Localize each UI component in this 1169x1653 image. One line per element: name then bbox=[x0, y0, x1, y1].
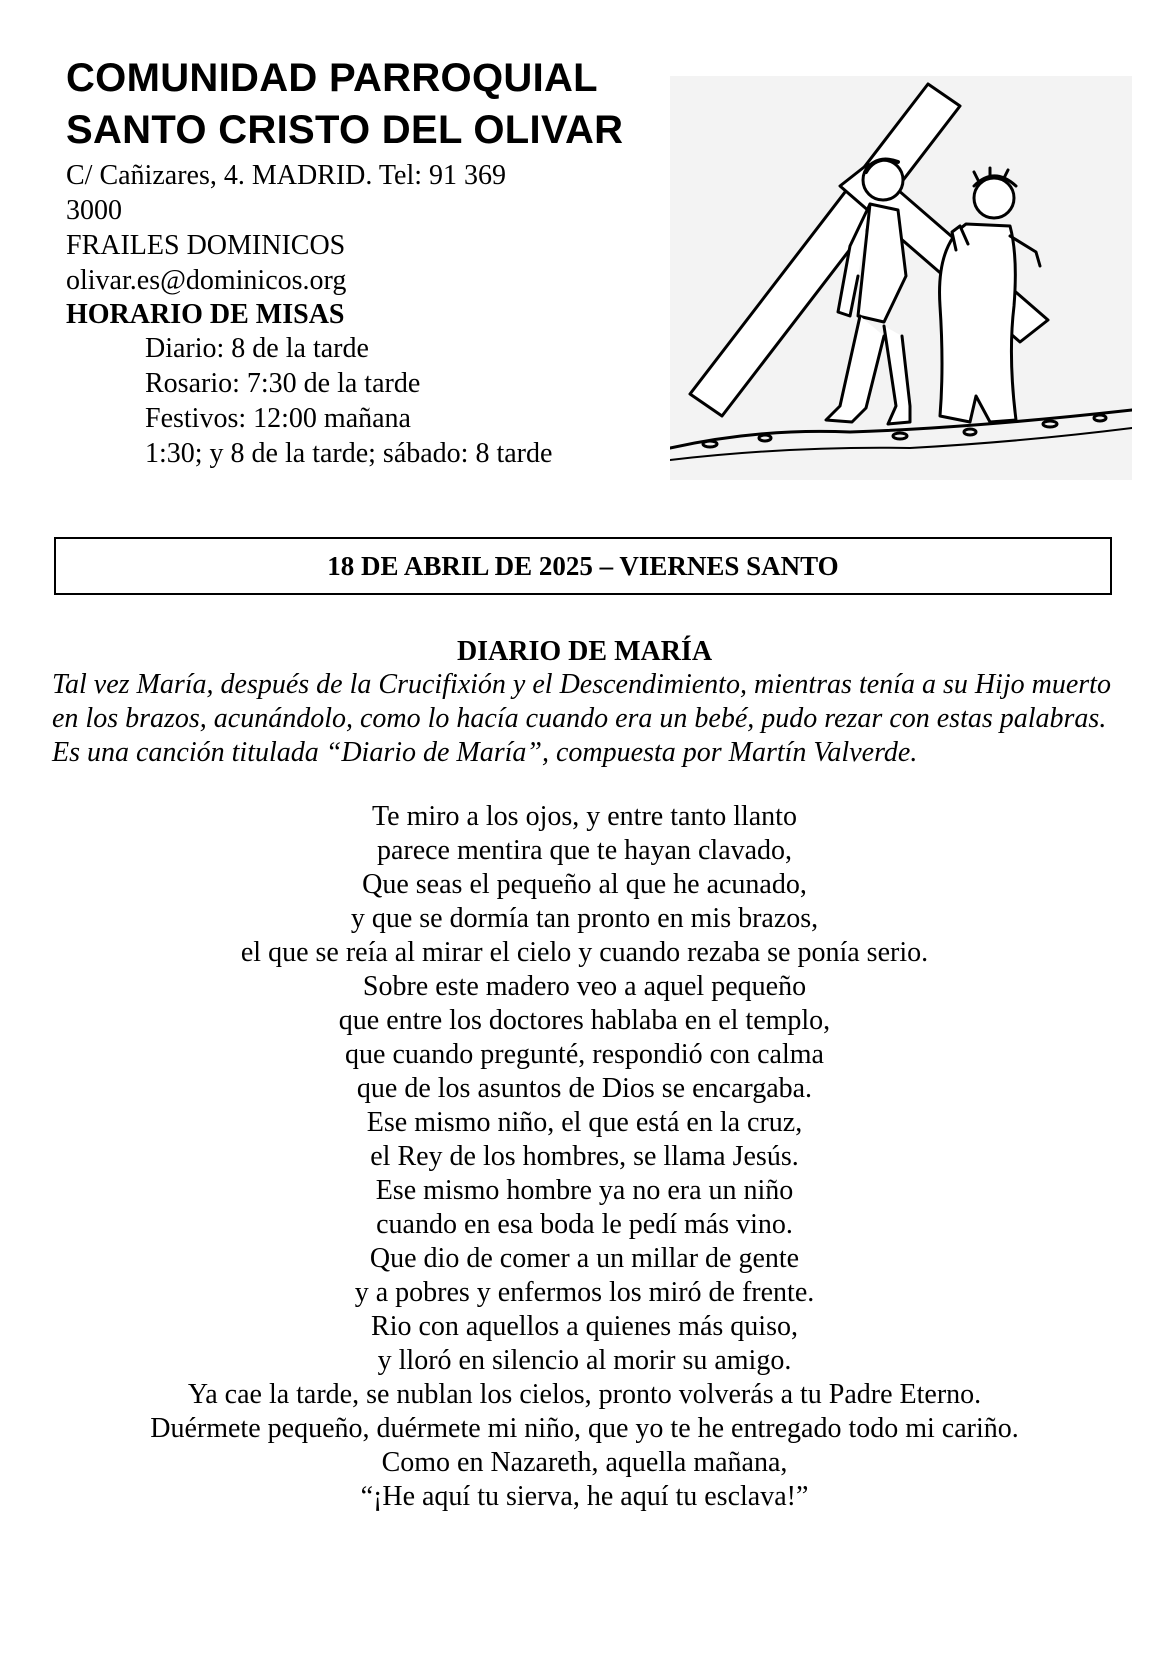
poem-line: Ya cae la tarde, se nublan los cielos, pronto volverás a tu Padre Eterno. bbox=[187, 1379, 982, 1410]
poem-line: y que se dormía tan pronto en mis brazos, bbox=[350, 903, 819, 934]
poem-title: DIARIO DE MARÍA bbox=[456, 636, 713, 667]
mass-schedule-title: HORARIO DE MISAS bbox=[66, 299, 345, 330]
poem-body bbox=[0, 800, 1169, 1514]
poem-line: Que dio de comer a un millar de gente bbox=[369, 1243, 800, 1274]
poem-line: que cuando pregunté, respondió con calma bbox=[345, 1039, 824, 1070]
schedule-line: Rosario: 7:30 de la tarde bbox=[145, 368, 421, 399]
jesus-carrying-cross-illustration bbox=[670, 76, 1132, 480]
address-line-2: 3000 bbox=[66, 195, 122, 226]
poem-line: el Rey de los hombres, se llama Jesús. bbox=[370, 1141, 799, 1172]
date-banner bbox=[54, 537, 1112, 595]
poem-line: que entre los doctores hablaba en el templo, bbox=[338, 1005, 831, 1036]
poem-line: y lloró en silencio al morir su amigo. bbox=[377, 1345, 792, 1376]
contact-info bbox=[66, 158, 646, 298]
poem-line: Ese mismo hombre ya no era un niño bbox=[375, 1175, 794, 1206]
poem-line: Que seas el pequeño al que he acunado, bbox=[362, 869, 807, 900]
poem-intro: Tal vez María, después de la Crucifixión y el Descendimiento, mientras tenía a su Hijo muerto en los brazos, acunándolo, como lo hacía cuando era un bebé, pudo rezar con estas palabras. Es una canción titulada “Diario de María”, compuesta por Martín Valverde. bbox=[52, 669, 1111, 768]
poem-line: Sobre este madero veo a aquel pequeño bbox=[362, 971, 807, 1002]
poem-line: Te miro a los ojos, y entre tanto llanto bbox=[372, 801, 797, 832]
poem-line: que de los asuntos de Dios se encargaba. bbox=[356, 1073, 813, 1104]
mass-schedule-list bbox=[66, 331, 646, 471]
poem-line: y a pobres y enfermos los miró de frente. bbox=[354, 1277, 815, 1308]
poem-line: Como en Nazareth, aquella mañana, bbox=[381, 1447, 788, 1478]
cross-drawing-icon bbox=[670, 76, 1132, 480]
parish-title-line-2: SANTO CRISTO DEL OLIVAR bbox=[66, 108, 624, 152]
poem-line: el que se reía al mirar el cielo y cuando rezaba se ponía serio. bbox=[240, 937, 929, 968]
poem-line: Ese mismo niño, el que está en la cruz, bbox=[366, 1107, 803, 1138]
parish-header bbox=[66, 52, 646, 471]
date-banner-text: 18 DE ABRIL DE 2025 – VIERNES SANTO bbox=[327, 550, 839, 581]
schedule-line: Festivos: 12:00 mañana bbox=[145, 403, 411, 434]
poem-line: “¡He aquí tu sierva, he aquí tu esclava!” bbox=[360, 1481, 809, 1512]
email: olivar.es@dominicos.org bbox=[66, 265, 347, 296]
order-name: FRAILES DOMINICOS bbox=[66, 230, 346, 261]
poem-line: Rio con aquellos a quienes más quiso, bbox=[371, 1311, 798, 1342]
poem-line: Duérmete pequeño, duérmete mi niño, que yo te he entregado todo mi cariño. bbox=[150, 1413, 1019, 1444]
address-line-1: C/ Cañizares, 4. MADRID. Tel: 91 369 bbox=[66, 160, 507, 191]
schedule-line: Diario: 8 de la tarde bbox=[145, 333, 369, 364]
schedule-line: 1:30; y 8 de la tarde; sábado: 8 tarde bbox=[145, 438, 553, 469]
poem-line: parece mentira que te hayan clavado, bbox=[376, 835, 793, 866]
poem-line: cuando en esa boda le pedí más vino. bbox=[376, 1209, 793, 1240]
parish-title-line-1: COMUNIDAD PARROQUIAL bbox=[66, 56, 598, 100]
